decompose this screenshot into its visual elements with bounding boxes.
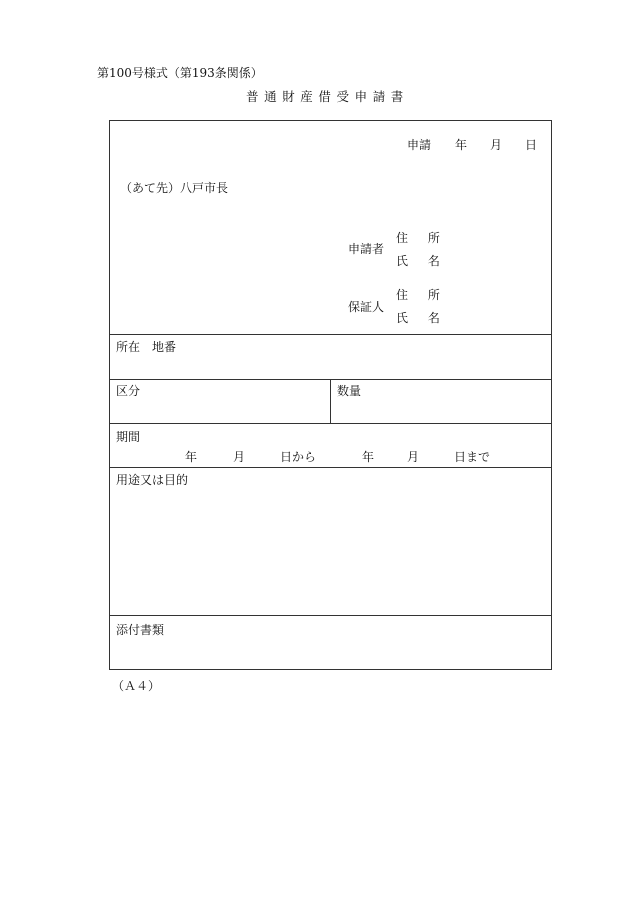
applicant-label: 申請者	[348, 242, 385, 256]
guarantor-name-label: 氏 名	[396, 311, 448, 325]
location-label: 所在 地番	[116, 340, 177, 354]
applicant-address-label: 住 所	[396, 231, 448, 245]
divider-purpose	[109, 615, 552, 616]
date-day-label: 日	[525, 138, 538, 152]
category-label: 区分	[116, 384, 141, 398]
divider-top-section	[109, 334, 552, 335]
page-title: 普通財産借受申請書	[246, 89, 409, 104]
date-apply-label: 申請	[407, 138, 432, 152]
period-year-2: 年	[362, 450, 375, 464]
date-month-label: 月	[490, 138, 503, 152]
divider-category	[109, 423, 552, 424]
purpose-label: 用途又は目的	[116, 473, 189, 487]
date-year-label: 年	[455, 138, 468, 152]
period-year-1: 年	[185, 450, 198, 464]
period-until: 日まで	[454, 450, 491, 464]
divider-category-quantity	[330, 379, 331, 423]
period-from: 日から	[280, 450, 317, 464]
form-number: 第100号様式（第193条関係）	[97, 66, 263, 80]
guarantor-label: 保証人	[348, 300, 385, 314]
applicant-name-label: 氏 名	[396, 254, 448, 268]
paper-size-note: （Ａ４）	[112, 679, 161, 693]
addressee: （あて先）八戸市長	[120, 181, 229, 195]
quantity-label: 数量	[337, 384, 362, 398]
attachments-label: 添付書類	[116, 623, 165, 637]
guarantor-address-label: 住 所	[396, 288, 448, 302]
period-month-1: 月	[233, 450, 246, 464]
period-month-2: 月	[407, 450, 420, 464]
period-label: 期間	[116, 430, 141, 444]
divider-period	[109, 467, 552, 468]
